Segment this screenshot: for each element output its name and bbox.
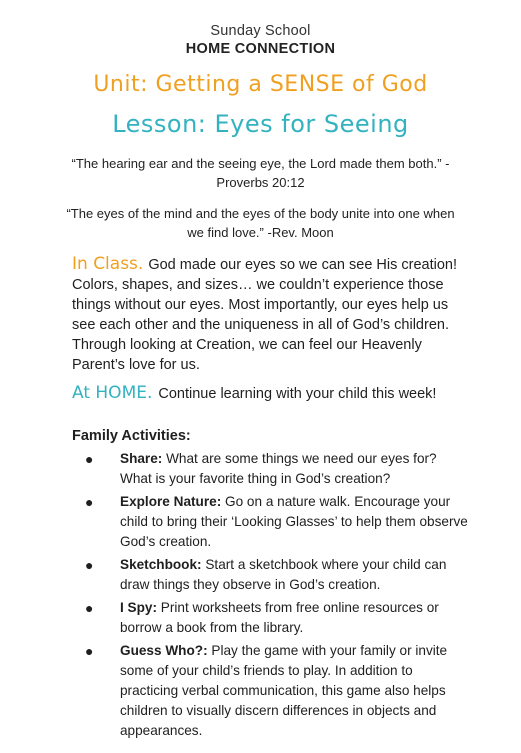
activity-term: Guess Who?: bbox=[120, 643, 208, 658]
family-activities-title: Family Activities: bbox=[72, 428, 191, 444]
unit-title: Unit: Getting a SENSE of God bbox=[93, 72, 428, 97]
bullet-icon: ● bbox=[85, 451, 94, 467]
lesson-title: Lesson: Eyes for Seeing bbox=[112, 110, 409, 138]
bullet-icon: ● bbox=[85, 557, 94, 573]
in-class-text: God made our eyes so we can see His creation! Colors, shapes, and sizes… we couldn’t experience those things without our eyes. Most importantly, our eyes help us see each other and the uniqueness in all of God’s children. Through looking at Creation, we can feel our Heavenly Parent’s love for us. bbox=[72, 257, 458, 373]
quote-proverbs: “The hearing ear and the seeing eye, the Lord made them both.” -Proverbs 20:12 bbox=[71, 156, 450, 190]
list-item bbox=[72, 449, 472, 489]
in-class-label: In Class. bbox=[72, 254, 144, 274]
list-item bbox=[72, 492, 472, 552]
at-home-section bbox=[72, 383, 472, 404]
quote-rev-moon: “The eyes of the mind and the eyes of the body unite into one when we find love.” -Rev. Moon bbox=[66, 206, 455, 240]
header-title: HOME CONNECTION bbox=[185, 41, 336, 57]
activity-text: Play the game with your family or invite some of your child’s friends to play. In addition to practicing verbal communication, this game also helps children to visually discern differences in objects and appearances. bbox=[120, 643, 448, 738]
list-item bbox=[72, 598, 472, 638]
bullet-icon: ● bbox=[85, 494, 94, 510]
activity-term: Explore Nature: bbox=[120, 494, 222, 509]
header-subtitle: Sunday School bbox=[210, 23, 311, 39]
activity-text: Start a sketchbook where your child can draw things they observe in God’s creation. bbox=[120, 557, 447, 592]
activity-text: What are some things we need our eyes for? What is your favorite thing in God’s creation? bbox=[120, 451, 437, 486]
activity-text: Print worksheets from free online resources or borrow a book from the library. bbox=[120, 600, 439, 635]
activity-term: I Spy: bbox=[120, 600, 158, 615]
in-class-section bbox=[72, 254, 472, 375]
at-home-text: Continue learning with your child this week! bbox=[158, 386, 437, 402]
bullet-icon: ● bbox=[85, 600, 94, 616]
list-item bbox=[72, 555, 472, 595]
activity-term: Sketchbook: bbox=[120, 557, 202, 572]
family-activities-list bbox=[72, 449, 472, 744]
at-home-label: At HOME. bbox=[72, 383, 153, 403]
list-item bbox=[72, 641, 472, 741]
activity-term: Share: bbox=[120, 451, 163, 466]
activity-text: Go on a nature walk. Encourage your child to bring their ‘Looking Glasses’ to help them observe God’s creation. bbox=[120, 494, 468, 549]
bullet-icon: ● bbox=[85, 643, 94, 659]
